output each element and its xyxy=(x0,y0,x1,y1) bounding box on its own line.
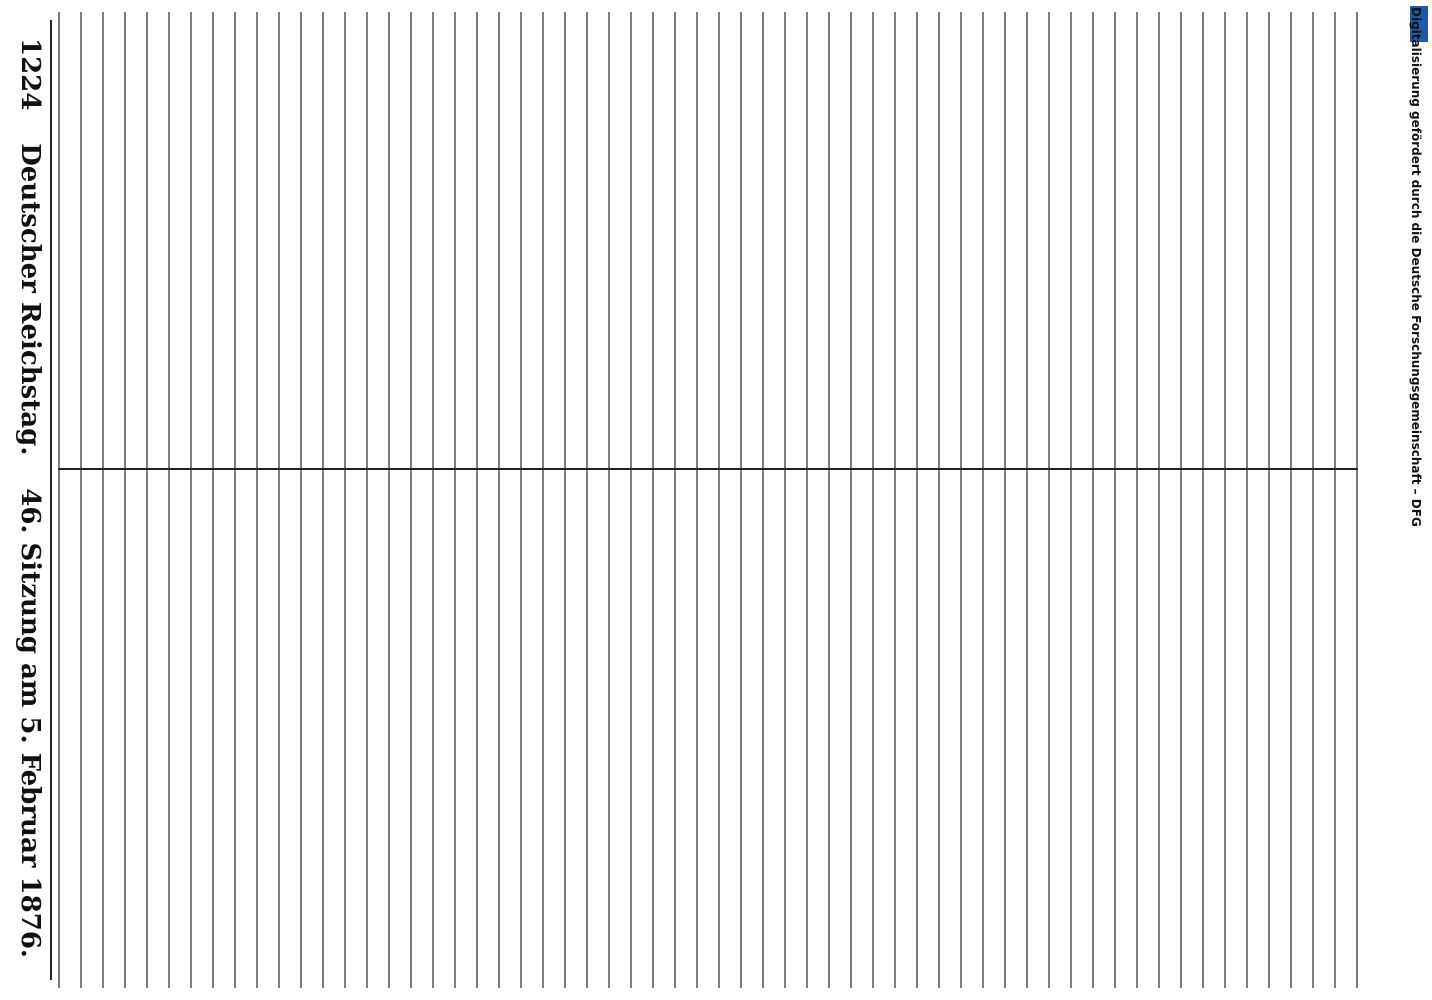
page-number: 1224 xyxy=(15,38,45,111)
digitization-note xyxy=(1406,0,1432,1000)
column-divider xyxy=(58,468,1358,470)
fraktur-text-block xyxy=(58,12,698,988)
fraktur-text-block xyxy=(718,12,1358,988)
publication-title: Deutscher Reichstag. xyxy=(15,143,45,456)
running-head xyxy=(10,0,50,1000)
text-column-left xyxy=(58,12,698,988)
session-date: 46. Sitzung am 5. Februar 1876. xyxy=(15,488,45,958)
running-head-text xyxy=(12,38,48,958)
digitization-credit: Digitalisierung gefördert durch die Deutsche Forschungsgemeinschaft – DFG xyxy=(1409,7,1423,527)
text-column-right xyxy=(718,12,1358,988)
header-rule xyxy=(50,20,52,980)
